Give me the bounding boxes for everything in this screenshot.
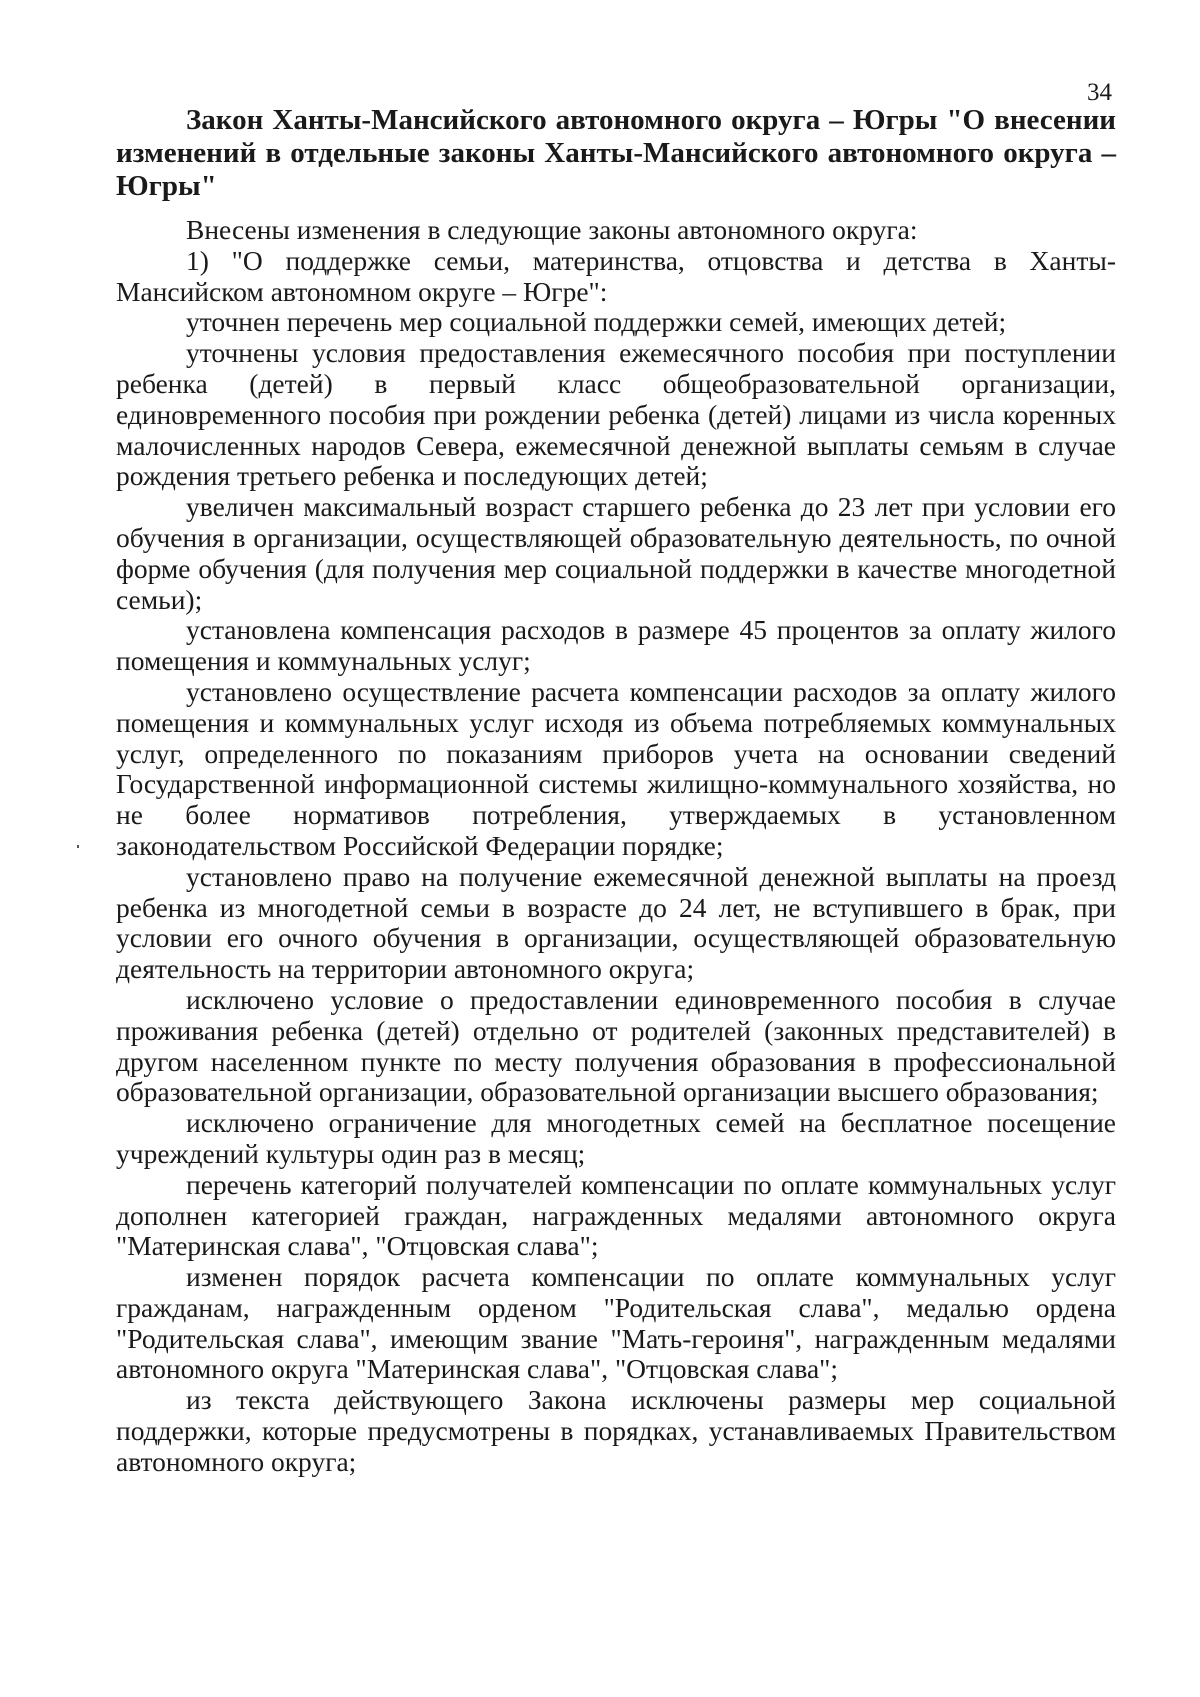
scan-speck [77, 845, 79, 848]
paragraph-item: перечень категорий получателей компенсации по оплате коммунальных услуг дополнен категорией граждан, награжденных медалями автономного округа "Материнская слава", "Отцовская слава"; [116, 1168, 1116, 1262]
paragraph-item: из текста действующего Закона исключены размеры мер социальной поддержки, которые предусмотрены в порядках, устанавливаемых Правительством автономного округа; [116, 1384, 1116, 1477]
document-body [116, 104, 1116, 1478]
paragraph-item: изменен порядок расчета компенсации по оплате коммунальных услуг гражданам, награжденным орденом "Родительская слава", медалью ордена "Родительская слава", имеющим звание "Мать-героиня", награжденным медалями автономного округа "Материнская слава", "Отцовская слава"; [116, 1261, 1116, 1385]
paragraph-item: исключено условие о предоставлении единовременного пособия в случае проживания ребенка (детей) отдельно от родителей (законных представителей) в другом населенном пункте по месту получения образования в профессиональной образовательной организации, образовательной организации высшего образования; [116, 983, 1116, 1108]
paragraph-item: увеличен максимальный возраст старшего ребенка до 23 лет при условии его обучения в организации, осуществляющей образовательную деятельность, по очной форме обучения (для получения мер социальной поддержки в качестве многодетной семьи); [116, 491, 1116, 615]
paragraph-item: уточнен перечень мер социальной поддержки семей, имеющих детей; [186, 306, 1007, 338]
page-number: 34 [1087, 79, 1112, 106]
paragraph-intro: Внесены изменения в следующие законы автономного округа: [186, 214, 918, 245]
paragraph-item: установлено право на получение ежемесячной денежной выплаты на проезд ребенка из многодетной семьи в возрасте до 24 лет, не вступившего в брак, при условии его очного обучения в организации, осуществляющей образовательную деятельность на территории автономного округа; [116, 860, 1116, 985]
paragraph-item: уточнены условия предоставления ежемесячного пособия при поступлении ребенка (детей) в первый класс общеобразовательной организации, единовременного пособия при рождении ребенка (детей) лицами из числа коренных малочисленных народов Севера, ежемесячной денежной выплаты семьям в случае рождения третьего ребенка и последующих детей; [116, 337, 1116, 492]
paragraph-item: установлено осуществление расчета компенсации расходов за оплату жилого помещения и коммунальных услуг исходя из объема потребляемых коммунальных услуг, определенного по показаниям приборов учета на основании сведений Государственной информационной системы жилищно-коммунального хозяйства, но не более нормативов потребления, утверждаемых в установленном законодательством Российской Федерации порядке; [116, 675, 1116, 861]
law-title: Закон Ханты-Мансийского автономного округа – Югры "О внесении изменений в отдельные законы Ханты-Мансийского автономного округа – Югры" [116, 104, 1116, 202]
paragraph-item: исключено ограничение для многодетных семей на бесплатное посещение учреждений культуры один раз в месяц; [116, 1107, 1116, 1169]
paragraph-law-1-heading: 1) "О поддержке семьи, материнства, отцовства и детства в Ханты-Мансийском автономном округе – Югре": [116, 244, 1116, 307]
paragraph-item: установлена компенсация расходов в размере 45 процентов за оплату жилого помещения и коммунальных услуг; [116, 614, 1116, 677]
